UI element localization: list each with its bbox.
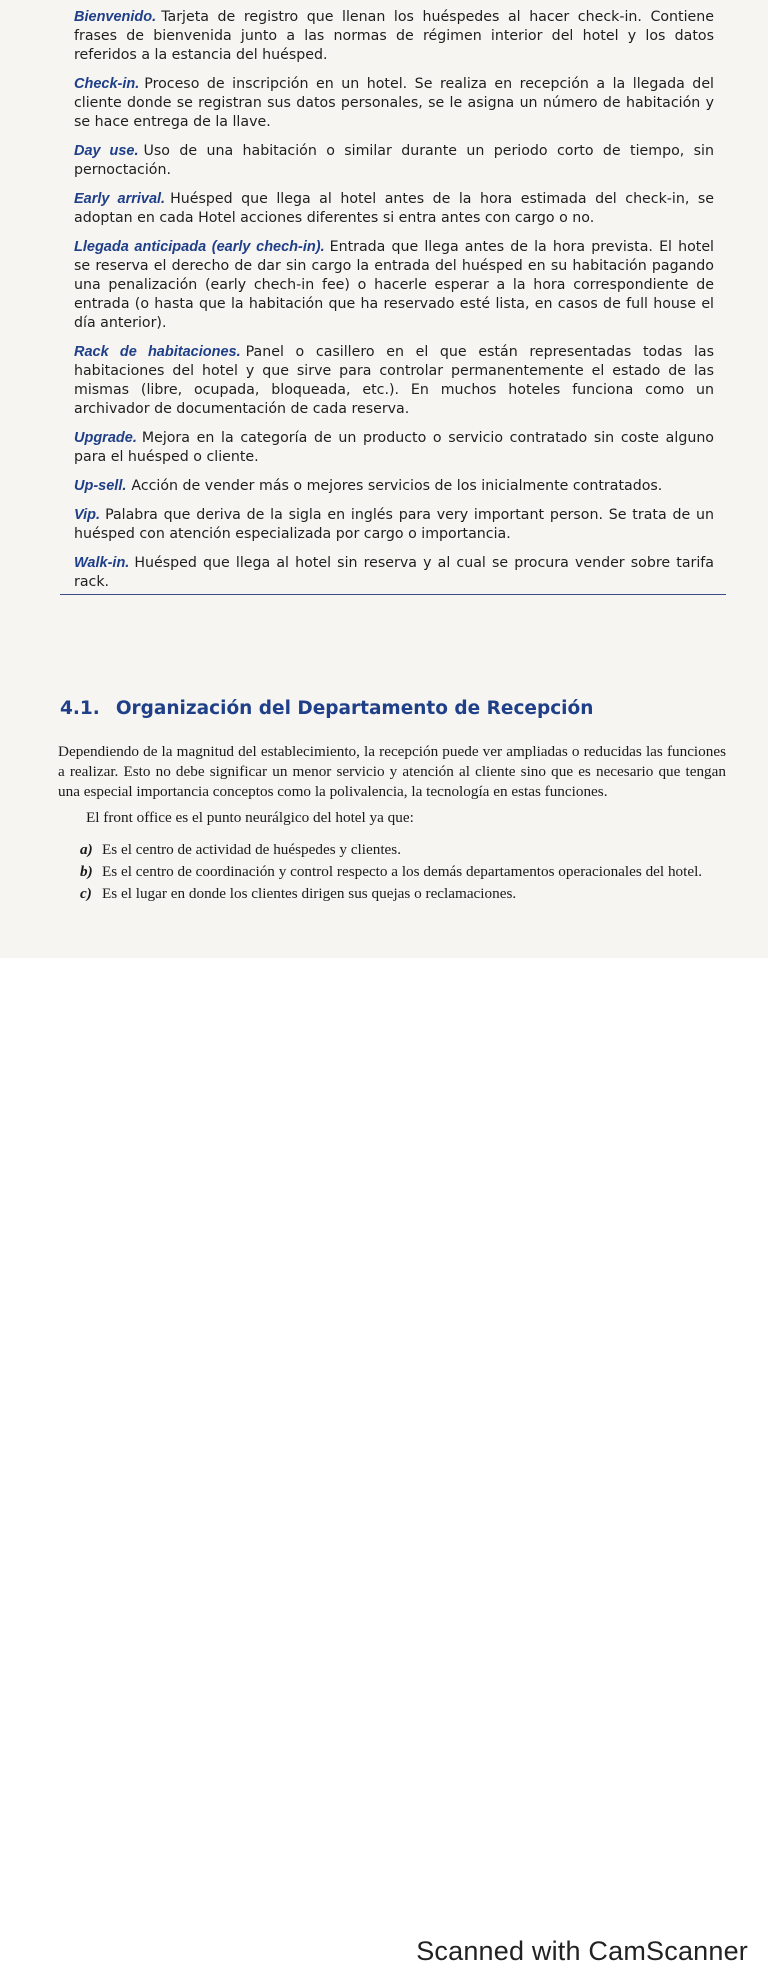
section-title: Organización del Departamento de Recepción [115, 698, 594, 719]
list-marker: c) [80, 885, 92, 902]
glossary-term: Rack de habitaciones. [74, 344, 241, 360]
glossary-term: Check-in. [74, 76, 140, 92]
glossary-definition: Mejora en la categoría de un producto o servicio contratado sin coste alguno para el huésped o cliente. [74, 430, 714, 465]
glossary-entry [74, 190, 714, 228]
glossary-term: Vip. [74, 507, 101, 523]
body-paragraph: Dependiendo de la magnitud del establecimiento, la recepción puede ver ampliadas o reducidas las funciones a realizar. Esto no debe significar un menor servicio y atención al cliente sino que es necesario que tengan una especial importancia conceptos como la polivalencia, la tecnología en estas funciones. [58, 743, 726, 800]
glossary-definition: Uso de una habitación o similar durante un periodo corto de tiempo, sin pernoctación. [74, 143, 714, 178]
glossary-term: Bienvenido. [74, 9, 157, 25]
glossary-term: Early arrival. [74, 191, 166, 207]
glossary-term: Up-sell. [74, 478, 127, 494]
glossary-entry [74, 343, 714, 419]
section-number: 4.1. [60, 698, 100, 719]
camscanner-watermark: Scanned with CamScanner [416, 1936, 748, 1966]
glossary-definition: Huésped que llega al hotel antes de la hora estimada del check-in, se adoptan en cada Hotel acciones diferentes si entra antes con cargo o no. [74, 191, 714, 226]
glossary-term: Day use. [74, 143, 139, 159]
section-body [58, 742, 726, 906]
list-item [58, 840, 726, 860]
list-item-text: Es el centro de coordinación y control respecto a los demás departamentos operacionales del hotel. [102, 863, 703, 880]
glossary-definition: Entrada que llega antes de la hora prevista. El hotel se reserva el derecho de dar sin cargo la entrada del huésped en su habitación pagando una penalización (early chech-in fee) o hacerle esperar a la hora correspondiente de entrada (o hasta que la habitación que ha reservado esté lista, en casos de full house el día anterior). [74, 239, 715, 331]
scanned-page [0, 0, 768, 958]
section-divider [60, 594, 726, 595]
list-marker: a) [80, 841, 93, 858]
glossary-definition: Palabra que deriva de la sigla en inglés para very important person. Se trata de un huésped con atención especializada por cargo o importancia. [74, 507, 714, 542]
glossary-term: Llegada anticipada (early chech-in). [74, 239, 325, 255]
glossary-entry [74, 477, 714, 496]
list-item-text: Es el centro de actividad de huéspedes y clientes. [102, 841, 401, 858]
section-heading [60, 698, 740, 719]
glossary-definition: Acción de vender más o mejores servicios de los inicialmente contratados. [131, 478, 663, 494]
body-paragraph: El front office es el punto neurálgico del hotel ya que: [86, 809, 414, 826]
glossary-entry [74, 238, 714, 333]
glossary-entry [74, 75, 714, 132]
glossary-definition: Huésped que llega al hotel sin reserva y al cual se procura vender sobre tarifa rack. [74, 555, 714, 590]
function-list [58, 840, 726, 904]
glossary-definition: Proceso de inscripción en un hotel. Se realiza en recepción a la llegada del cliente donde se registran sus datos personales, se le asigna un número de habitación y se hace entrega de la llave. [74, 76, 714, 130]
scanner-footer [0, 958, 768, 1966]
glossary-definition: Panel o casillero en el que están representadas todas las habitaciones del hotel y que sirve para controlar permanentemente el estado de las mismas (libre, ocupada, bloqueada, etc.). En muchos hoteles funciona como un archivador de documentación de cada reserva. [74, 344, 715, 417]
list-item [58, 884, 726, 904]
glossary-term: Upgrade. [74, 430, 137, 446]
glossary-definition: Tarjeta de registro que llenan los huéspedes al hacer check-in. Contiene frases de bienvenida junto a las normas de régimen interior del hotel y los datos referidos a la estancia del huésped. [74, 9, 714, 63]
glossary-term: Walk-in. [74, 555, 130, 571]
list-item-text: Es el lugar en donde los clientes dirigen sus quejas o reclamaciones. [102, 885, 517, 902]
glossary [74, 8, 714, 602]
glossary-entry [74, 8, 714, 65]
glossary-entry [74, 554, 714, 592]
glossary-entry [74, 429, 714, 467]
list-item [58, 862, 726, 882]
list-marker: b) [80, 863, 93, 880]
glossary-entry [74, 142, 714, 180]
glossary-entry [74, 506, 714, 544]
